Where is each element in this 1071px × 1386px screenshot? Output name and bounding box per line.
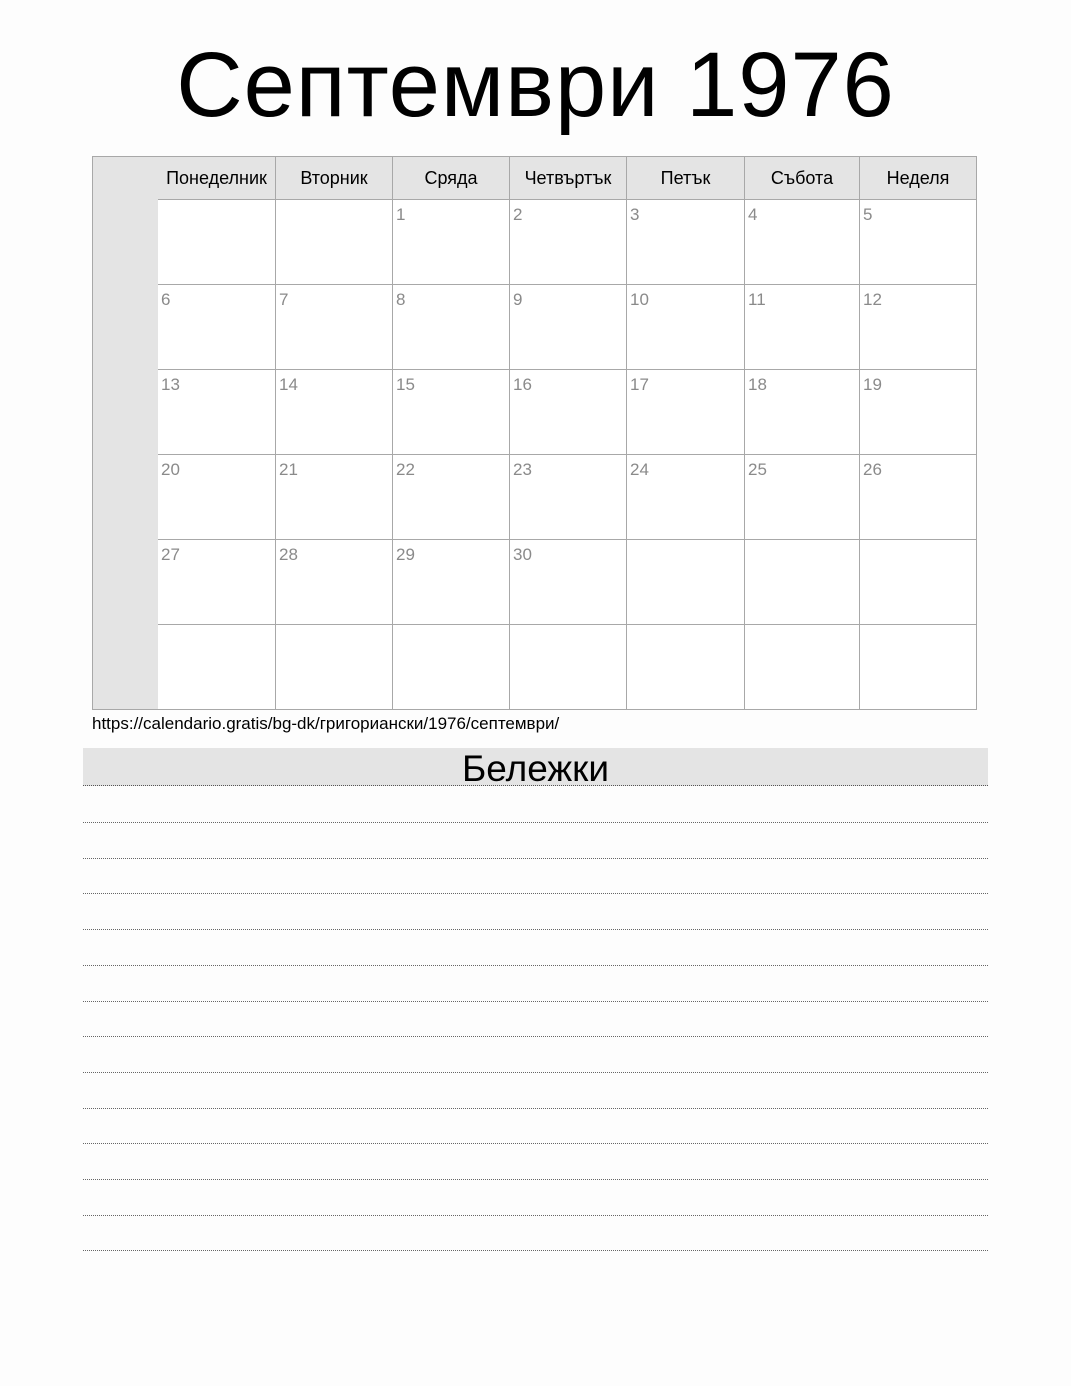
day-number: 6	[161, 290, 171, 309]
notes-line[interactable]	[83, 1250, 988, 1251]
day-cell[interactable]	[744, 200, 859, 284]
day-cell[interactable]	[509, 455, 626, 539]
notes-line[interactable]	[83, 965, 988, 966]
notes-line[interactable]	[83, 1108, 988, 1109]
weekday-header-tuesday: Вторник	[275, 157, 392, 199]
day-cell[interactable]	[626, 200, 744, 284]
notes-line[interactable]	[83, 858, 988, 859]
day-cell[interactable]	[509, 200, 626, 284]
day-number: 5	[863, 205, 873, 224]
weekday-header-friday: Петък	[626, 157, 744, 199]
day-cell[interactable]	[392, 625, 509, 709]
notes-line[interactable]	[83, 929, 988, 930]
day-number: 10	[630, 290, 649, 309]
week-row	[158, 625, 976, 709]
day-cell[interactable]	[392, 200, 509, 284]
day-number: 28	[279, 545, 298, 564]
notes-line[interactable]	[83, 1001, 988, 1002]
day-number: 7	[279, 290, 289, 309]
day-number: 20	[161, 460, 180, 479]
week-row	[158, 370, 976, 455]
weekday-header-row	[158, 157, 976, 200]
day-cell[interactable]	[392, 370, 509, 454]
notes-line[interactable]	[83, 893, 988, 894]
day-cell[interactable]	[275, 625, 392, 709]
day-number: 25	[748, 460, 767, 479]
day-number: 23	[513, 460, 532, 479]
day-cell[interactable]	[509, 540, 626, 624]
day-cell[interactable]	[509, 285, 626, 369]
day-number: 11	[748, 290, 766, 309]
source-url: https://calendario.gratis/bg-dk/григориански/1976/септември/	[92, 714, 560, 733]
notes-line[interactable]	[83, 1179, 988, 1180]
day-cell[interactable]	[158, 540, 275, 624]
notes-line[interactable]	[83, 1072, 988, 1073]
day-cell[interactable]	[509, 370, 626, 454]
day-cell[interactable]	[626, 370, 744, 454]
week-number-column	[93, 157, 159, 709]
notes-line[interactable]	[83, 822, 988, 823]
week-row	[158, 455, 976, 540]
day-cell[interactable]	[626, 455, 744, 539]
week-row	[158, 540, 976, 625]
day-number: 1	[396, 205, 406, 224]
day-number: 24	[630, 460, 649, 479]
day-number: 15	[396, 375, 415, 394]
day-number: 16	[513, 375, 532, 394]
day-number: 17	[630, 375, 649, 394]
weekday-header-sunday: Неделя	[859, 157, 976, 199]
weekday-header-wednesday: Сряда	[392, 157, 509, 199]
day-number: 18	[748, 375, 767, 394]
day-cell[interactable]	[626, 285, 744, 369]
day-cell[interactable]	[158, 625, 275, 709]
week-row	[158, 285, 976, 370]
week-row	[158, 200, 976, 285]
day-cell[interactable]	[392, 455, 509, 539]
day-cell[interactable]	[158, 455, 275, 539]
day-cell[interactable]	[158, 200, 275, 284]
day-cell[interactable]	[859, 200, 976, 284]
day-cell[interactable]	[744, 455, 859, 539]
day-cell[interactable]	[744, 285, 859, 369]
day-cell[interactable]	[859, 540, 976, 624]
day-cell[interactable]	[859, 370, 976, 454]
notes-line[interactable]	[83, 1215, 988, 1216]
day-number: 29	[396, 545, 415, 564]
notes-line[interactable]	[83, 1036, 988, 1037]
day-number: 21	[279, 460, 298, 479]
day-cell[interactable]	[275, 285, 392, 369]
weekday-header-thursday: Четвъртък	[509, 157, 626, 199]
month-calendar-grid	[92, 156, 977, 710]
day-number: 8	[396, 290, 406, 309]
day-cell[interactable]	[275, 200, 392, 284]
day-cell[interactable]	[509, 625, 626, 709]
day-number: 13	[161, 375, 180, 394]
day-number: 9	[513, 290, 523, 309]
day-cell[interactable]	[626, 540, 744, 624]
day-number: 30	[513, 545, 532, 564]
day-cell[interactable]	[392, 285, 509, 369]
day-number: 2	[513, 205, 523, 224]
day-cell[interactable]	[275, 540, 392, 624]
day-cell[interactable]	[626, 625, 744, 709]
day-cell[interactable]	[158, 370, 275, 454]
day-number: 22	[396, 460, 415, 479]
day-cell[interactable]	[275, 370, 392, 454]
notes-line[interactable]	[83, 1143, 988, 1144]
day-number: 14	[279, 375, 298, 394]
day-cell[interactable]	[859, 455, 976, 539]
day-cell[interactable]	[744, 625, 859, 709]
weekday-header-saturday: Събота	[744, 157, 859, 199]
day-number: 27	[161, 545, 180, 564]
day-cell[interactable]	[158, 285, 275, 369]
weekday-header-monday: Понеделник	[158, 157, 275, 199]
day-number: 4	[748, 205, 758, 224]
notes-heading: Бележки	[83, 748, 988, 786]
day-number: 3	[630, 205, 640, 224]
day-number: 19	[863, 375, 882, 394]
day-cell[interactable]	[744, 540, 859, 624]
day-cell[interactable]	[859, 625, 976, 709]
day-cell[interactable]	[392, 540, 509, 624]
day-cell[interactable]	[744, 370, 859, 454]
calendar-days-grid	[158, 157, 976, 709]
day-number: 26	[863, 460, 882, 479]
page-title: Септември 1976	[176, 34, 895, 136]
day-cell[interactable]	[859, 285, 976, 369]
day-number: 12	[863, 290, 882, 309]
day-cell[interactable]	[275, 455, 392, 539]
